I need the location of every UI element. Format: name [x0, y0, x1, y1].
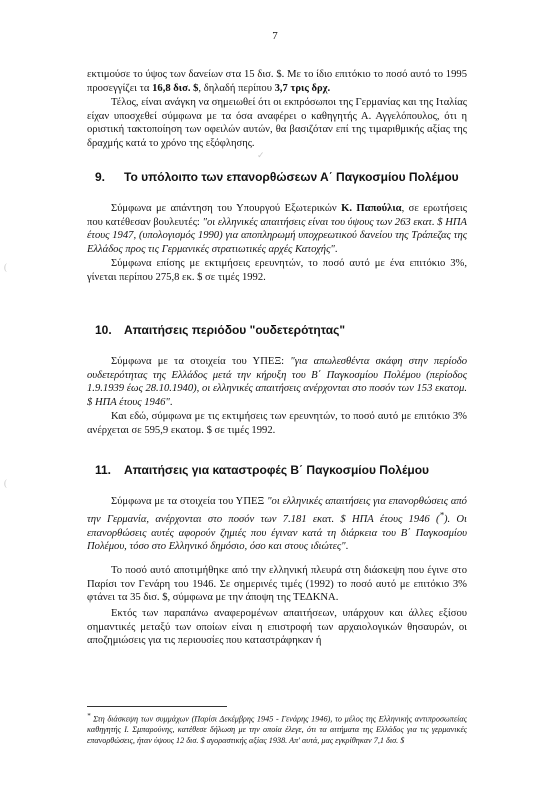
text-run: , δηλαδή περίπου: [198, 82, 275, 94]
paragraph-s11-data: [87, 495, 467, 554]
section-heading-10: [95, 323, 495, 337]
section-number: 11.: [95, 463, 112, 477]
footnote-mark: *: [87, 713, 91, 720]
minister-name: Κ. Παπούλια: [341, 203, 402, 214]
page-number: 7: [272, 30, 278, 42]
footnote-divider: [87, 706, 227, 707]
quotation: "οι ελληνικές απαιτήσεις είναι του ύψους των 263 εκατ. $ ΗΠΑ έτους 1947, (υπολογισμός 1990) για αποπληρωμή υποχρεωτικού δανείου της Τράπεζας της Ελλάδος προς τις Γερμανικές στρατιωτικές αρχές Κατοχής": [87, 216, 467, 255]
text-run: , σε ερωτήσεις που κατέθεσαν βουλευτές:: [87, 203, 467, 228]
section-heading-11: [95, 463, 495, 477]
section-number: 9.: [95, 170, 106, 184]
paragraph-s10-data: [87, 355, 467, 409]
paragraph-s11-other-claims: Εκτός των παραπάνω αναφερομένων απαιτήσεων, υπάρχουν και άλλες εξίσου σημαντικές μεταξύ των οποίων είναι η επιστροφή των αρχαιολογικών θησαυρών, οι αποζημιώσεις για τις περιουσίες που καταστράφηκαν ή: [87, 608, 467, 647]
text-run: "οι ελληνικές απαιτήσεις για επανορθώσεις από την Γερμανία, ανέρχονται στο ποσόν των 7.181 εκατ. $ ΗΠΑ έτους 1946 (: [87, 496, 467, 526]
text-run: .: [334, 243, 338, 255]
text-run: ). Οι επανορθώσεις αυτές αφορούν ζημιές που έγιναν κατά τη διάρκεια του Β΄ Παγκοσμίου Πολέμου, τόσο στο Ελληνικό δημόσιο, όσο και στους ιδιώτες": [87, 514, 467, 553]
paragraph-s10-estimate: Και εδώ, σύμφωνα με τις εκτιμήσεις των ερευνητών, το ποσό αυτό με επιτόκιο 3% ανέρχεται σε 595,9 εκατομ. $ σε τιμές 1992.: [87, 411, 467, 436]
text-run: Σύμφωνα με τα στοιχεία του ΥΠΕΞ: [111, 496, 268, 507]
amount-drachma: 3,7 τρις δρχ.: [274, 82, 331, 94]
amount-usd: 16,8 δισ. $: [152, 82, 199, 94]
footnote: [87, 712, 467, 747]
footnote-text: Στη διάσκεψη των συμμάχων (Παρίσι Δεκέμβρης 1945 - Γενάρης 1946), το μέλος της Ελληνικής αντιπροσωπείας καθηγητής Ι. Σμπαρούνης, κατέθεσε δήλωση με την οποία έλεγε, ότι τα αιτήματα της Ελλάδος για τις γερμανικές επανορθώσεις, ήταν ύψους 12 δισ. $ αγοραστικής αξίας 1938. Απ' αυτά, μας εγκρίθηκαν 7,1 δισ. $: [87, 714, 467, 745]
scan-mark: (: [4, 262, 7, 272]
section-number: 10.: [95, 323, 112, 337]
paragraph-loan-estimate: [87, 68, 467, 95]
paragraph-s11-paris: Το ποσό αυτό αποτιμήθηκε από την ελληνική πλευρά στη διάσκεψη που έγινε στο Παρίσι τον Γενάρη του 1946. Σε σημερινές τιμές (1992) το ποσό αυτό με επιτόκιο 3% φτάνει τα 35 δισ. $, σύμφωνα με την άποψη της ΤΕΔΚΝΑ.: [87, 565, 467, 604]
section-title: Απαιτήσεις περιόδου "ουδετερότητας": [124, 323, 346, 337]
footnote-reference: *: [439, 509, 444, 520]
paragraph-s9-reply: [87, 202, 467, 256]
text-run: .: [169, 396, 173, 408]
quotation: "για απωλεσθέντα σκάφη στην περίοδο ουδετερότητας της Ελλάδος μετά την κήρυξη του Β΄ Παγκοσμίου Πολέμου (περίοδος 1.9.1939 έως 28.10.1940), οι ελληνικές απαιτήσεις ανέρχονται στο ποσόν των 153 εκατομ. $ ΗΠΑ έτους 1946": [87, 356, 467, 408]
section-title: Το υπόλοιπο των επανορθώσεων Α΄ Παγκοσμίου Πολέμου: [124, 170, 459, 184]
section-title: Απαιτήσεις για καταστροφές Β΄ Παγκοσμίου Πολέμου: [124, 463, 430, 477]
paragraph-conclusion: Τέλος, είναι ανάγκη να σημειωθεί ότι οι εκπρόσωποι της Γερμανίας και της Ιταλίας είχαν υποσχεθεί σύμφωνα με τα όσα αναφέρει ο καθηγητής Α. Αγγελόπουλος, ότι η οριστική τακτοποίηση των οφειλών αυτών, θα βασιζόταν επί της τιμαριθμικής αξίας της δραχμής κατά το χρόνο της εξόφλησης.: [87, 97, 467, 149]
text-run: Σύμφωνα με τα στοιχεία του ΥΠΕΞ:: [111, 356, 291, 367]
section-heading-9: [95, 170, 495, 184]
text-run: Σύμφωνα με απάντηση του Υπουργού Εξωτερικών: [111, 203, 342, 214]
scan-mark: (: [4, 478, 7, 488]
text-run: .: [345, 541, 349, 553]
paragraph-s9-estimate: Σύμφωνα επίσης με εκτιμήσεις ερευνητών, το ποσό αυτό με ένα επιτόκιο 3%, γίνεται περίπου 275,8 εκ. $ σε τιμές 1992.: [87, 258, 467, 283]
scan-mark: ✓: [257, 150, 265, 160]
text-run: εκτιμούσε το ύψος των δανείων στα 15 δισ. $. Με το ίδιο επιτόκιο το ποσό αυτό το 1995 προσεγγίζει τα: [87, 69, 467, 94]
